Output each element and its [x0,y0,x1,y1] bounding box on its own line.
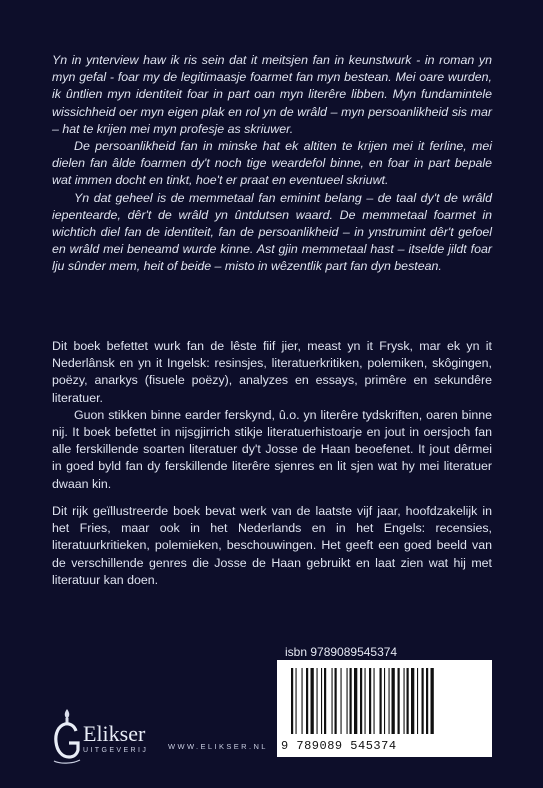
quote-paragraph: Yn in ynterview haw ik ris sein dat it meitsjen fan in keunstwurk - in roman yn myn gefal - foar my de legitimaasje foarmet fan myn bestean. Mei oare wurden, ik ûntlien myn identiteit foar in part oan myn literêre libben. Myn fundamintele wissichheid oer myn eigen plak en rol yn de wrâld – myn persoanlikheid sis mar – hat te krijen mei myn profesje as skriuwer. [52,53,492,136]
isbn-digits: 9 789089 545374 [281,739,397,753]
publisher-tagline: UITGEVERIJ [83,747,149,754]
barcode [277,660,492,757]
frisian-paragraph: Dit boek befettet wurk fan de lêste fiif jier, meast yn it Frysk, mar ek yn it Nederlânsk en yn it Ingelsk: resinsjes, literatuerkritiken, polemiken, skôgingen, poëzy, anarkys (fisuele poëzy), analyzes en essays, primêre en sekundêre literatuer. [52,339,492,405]
barcode-bars [291,668,478,734]
dutch-paragraph: Dit rijk geïllustreerde boek bevat werk van de laatste vijf jaar, hoofdzakelijk in het Fries, maar ook in het Nederlands en in het Engels: recensies, literatuurkritieken, polemieken, beschouwingen. Het geeft een goed beeld van de verschillende genres die Josse de Haan gebruikt en laat zien wat hij met literatuur kan doen. [52,504,492,587]
isbn-label: isbn 9789089545374 [285,645,398,659]
publisher-name: Elikser [83,721,146,746]
author-quote [52,52,492,276]
quote-paragraph: De persoanlikheid fan in minske hat ek altiten te krijen mei it ferline, mei dielen fan âlde foarmen dy't noch tige weardefol binne, en foar in part bepale wat immen docht en tinkt, hoe't er praat en eventueel skriuwt. [52,139,492,188]
monogram-g-icon [50,707,84,767]
quote-paragraph: Yn dat geheel is de memmetaal fan eminint belang – de taal dy't de wrâld iepentearde, dêr't de wrâld yn ûntdutsen waard. De memmetaal foarmet in wichtich diel fan de identiteit, fan de persoanlikheid – in ynstrumint dêr't gefoel en wrâld mei beneamd wurde kinne. Ast gjin memmetaal hast – itselde jildt foar lju sûnder mem, heit of beide – misto in wêzentlik part fan dyn bestean. [52,190,492,274]
barcode-area [277,644,492,757]
publisher-website: WWW.ELIKSER.NL [168,742,268,751]
publisher-logo [50,707,190,767]
frisian-description [52,338,492,493]
frisian-paragraph: Guon stikken binne earder ferskynd, û.o. yn literêre tydskriften, oaren binne nij. It boek befettet in nijsgjirrich stikje literatuerhistoarje en jout in oersjoch fan alle ferskillende soarten literatuer dy't Josse de Haan beoefenet. It jout dêrmei in goed byld fan dy ferskillende literêre sjenres en lit sjen wat hy mei literatuer dwaan kin. [52,407,492,491]
dutch-description [52,503,492,589]
